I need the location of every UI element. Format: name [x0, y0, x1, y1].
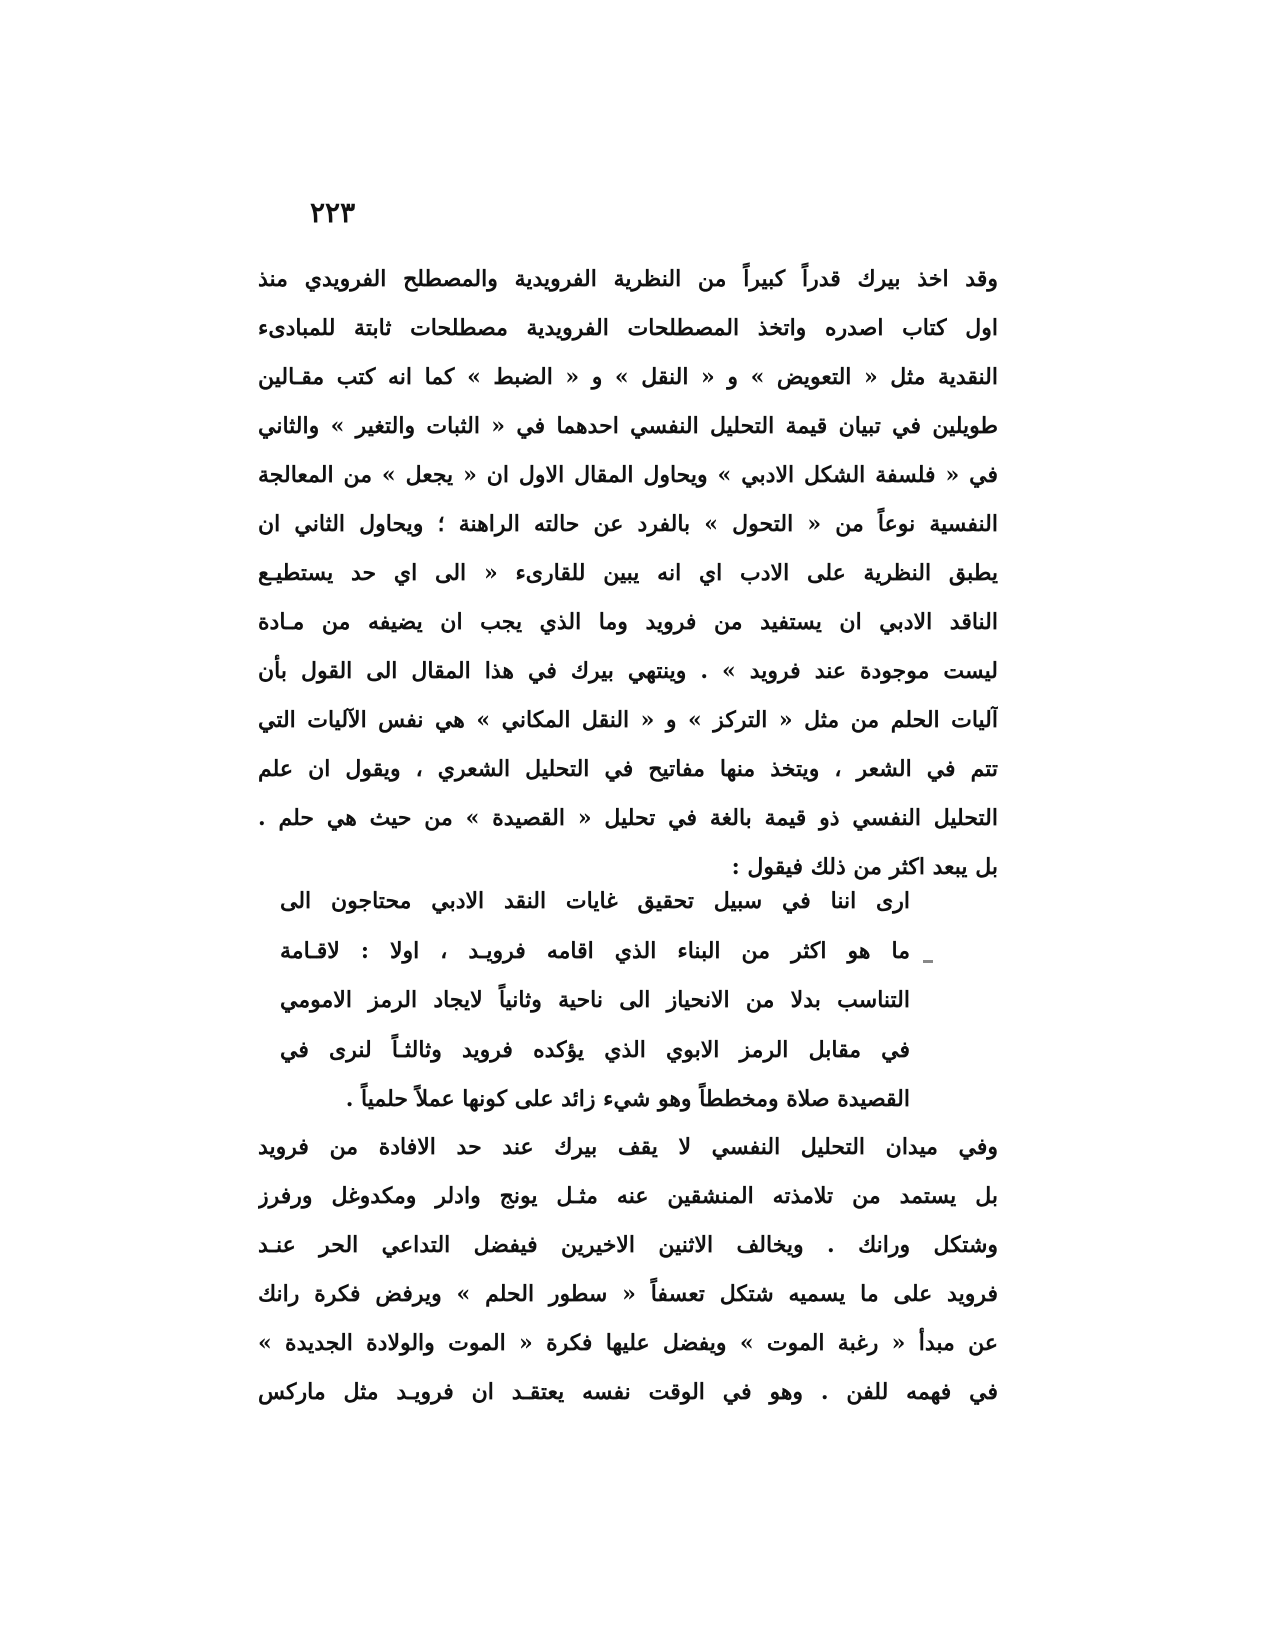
block-quotation [280, 877, 910, 1125]
text-line: بل يبعد اكثر من ذلك فيقول : [731, 854, 998, 880]
quote-line: ارى اننا في سبيل تحقيق غايات النقد الادبي محتاجون الى [280, 888, 910, 914]
text-line: فرويد على ما يسميه شتكل تعسفاً « سطور الحلم » ويرفض فكرة رانك [258, 1281, 998, 1307]
quote-line: ما هو اكثر من البناء الذي اقامه فرويـد ، اولا : لاقـامة [280, 937, 910, 964]
text-line: وفي ميدان التحليل النفسي لا يقف بيرك عند حد الافادة من فرويد [258, 1134, 998, 1160]
quote-line: التناسب بدلا من الانحياز الى ناحية وثانياً لايجاد الرمز الامومي [280, 987, 910, 1013]
text-line: الناقد الادبي ان يستفيد من فرويد وما الذي يجب ان يضيفه من مـادة [258, 609, 998, 635]
text-line: التحليل النفسي ذو قيمة بالغة في تحليل « القصيدة » من حيث هي حلم . [258, 805, 998, 831]
text-line: اول كتاب اصدره واتخذ المصطلحات الفرويدية مصطلحات ثابتة للمبادىء [258, 315, 998, 341]
text-line: وشتكل ورانك . ويخالف الاثنين الاخيرين فيفضل التداعي الحر عنـد [258, 1232, 998, 1258]
text-line: يطبق النظرية على الادب اي انه يبين للقارىء « الى اي حد يستطيـع [258, 560, 998, 586]
text-line: عن مبدأ « رغبة الموت » ويفضل عليها فكرة « الموت والولادة الجديدة » [258, 1330, 998, 1356]
text-line: بل يستمد من تلامذته المنشقين عنه مثـل يونج وادلر ومكدوغل ورفرز [258, 1183, 998, 1209]
text-line: في فهمه للفن . وهو في الوقت نفسه يعتقـد ان فرويـد مثل ماركس [258, 1379, 998, 1405]
quote-line: في مقابل الرمز الابوي الذي يؤكده فرويد وثالثـاً لنرى في [280, 1036, 910, 1063]
text-line: آليات الحلم من مثل « التركز » و « النقل المكاني » هي نفس الآليات التي [258, 707, 998, 733]
text-line: ليست موجودة عند فرويد » . وينتهي بيرك في هذا المقال الى القول بأن [258, 658, 998, 684]
text-line: النفسية نوعاً من « التحول » بالفرد عن حالته الراهنة ؛ ويحاول الثاني ان [258, 511, 998, 537]
text-line: وقد اخذ بيرك قدراً كبيراً من النظرية الفرويدية والمصطلح الفرويدي منذ [258, 266, 998, 292]
text-line: في « فلسفة الشكل الادبي » ويحاول المقال الاول ان « يجعل » من المعالجة [258, 462, 998, 488]
page-number: ٢٢٣ [310, 196, 356, 229]
paragraph-2 [258, 1123, 998, 1417]
margin-mark [923, 960, 933, 963]
paragraph-1 [258, 255, 998, 892]
text-line: النقدية مثل « التعويض » و « النقل » و « الضبط » كما انه كتب مقـالين [258, 364, 998, 390]
text-line: طويلين في تبيان قيمة التحليل النفسي احدهما في « الثبات والتغير » والثاني [258, 413, 998, 439]
text-line: تتم في الشعر ، ويتخذ منها مفاتيح في التحليل الشعري ، ويقول ان علم [258, 756, 998, 782]
quote-line: القصيدة صلاة ومخططاً وهو شيء زائد على كونها عملاً حلمياً . [345, 1086, 910, 1112]
